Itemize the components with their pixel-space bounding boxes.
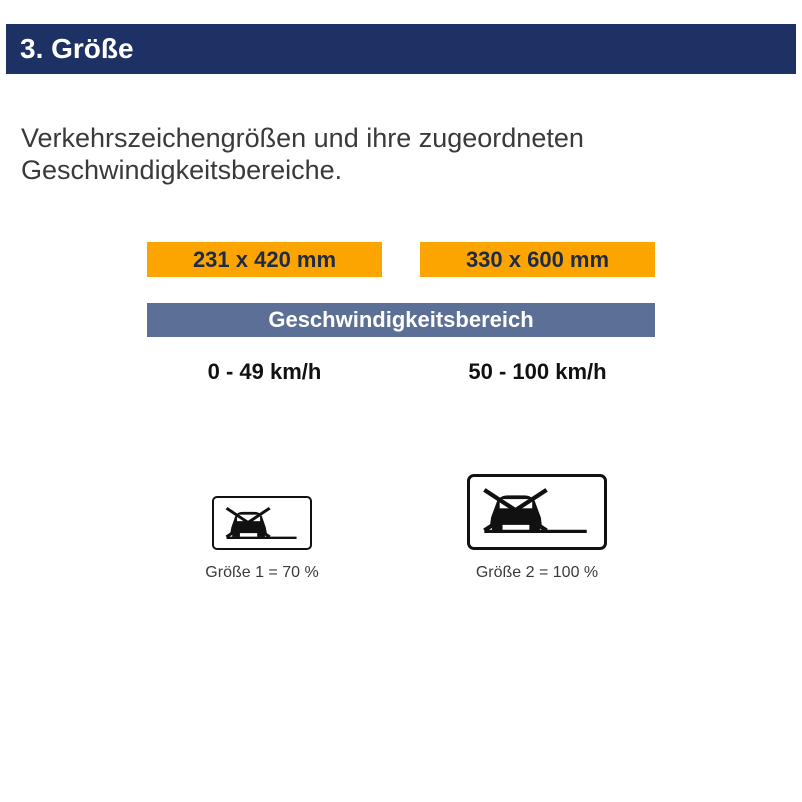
section-header [6, 24, 796, 74]
sign-graphic-2 [470, 477, 604, 547]
speed-range-header: Geschwindigkeitsbereich [147, 303, 655, 337]
intro-line-2: Geschwindigkeitsbereiche. [21, 155, 343, 185]
intro-text [21, 122, 721, 186]
sign-caption-1: Größe 1 = 70 % [205, 564, 319, 581]
speed-range-1: 0 - 49 km/h [207, 359, 322, 384]
sign-graphic-1 [214, 498, 310, 548]
intro-line-1: Verkehrszeichengrößen und ihre zugeordneten [21, 123, 584, 153]
size-label-2: 330 x 600 mm [420, 242, 655, 277]
sign-caption-2: Größe 2 = 100 % [475, 564, 599, 581]
no-car-parking-sign-icon [467, 474, 607, 550]
section-title: 3. Größe [20, 33, 134, 64]
size-label-1: 231 x 420 mm [147, 242, 382, 277]
speed-range-2: 50 - 100 km/h [468, 359, 607, 384]
no-car-parking-sign-icon [212, 496, 312, 550]
